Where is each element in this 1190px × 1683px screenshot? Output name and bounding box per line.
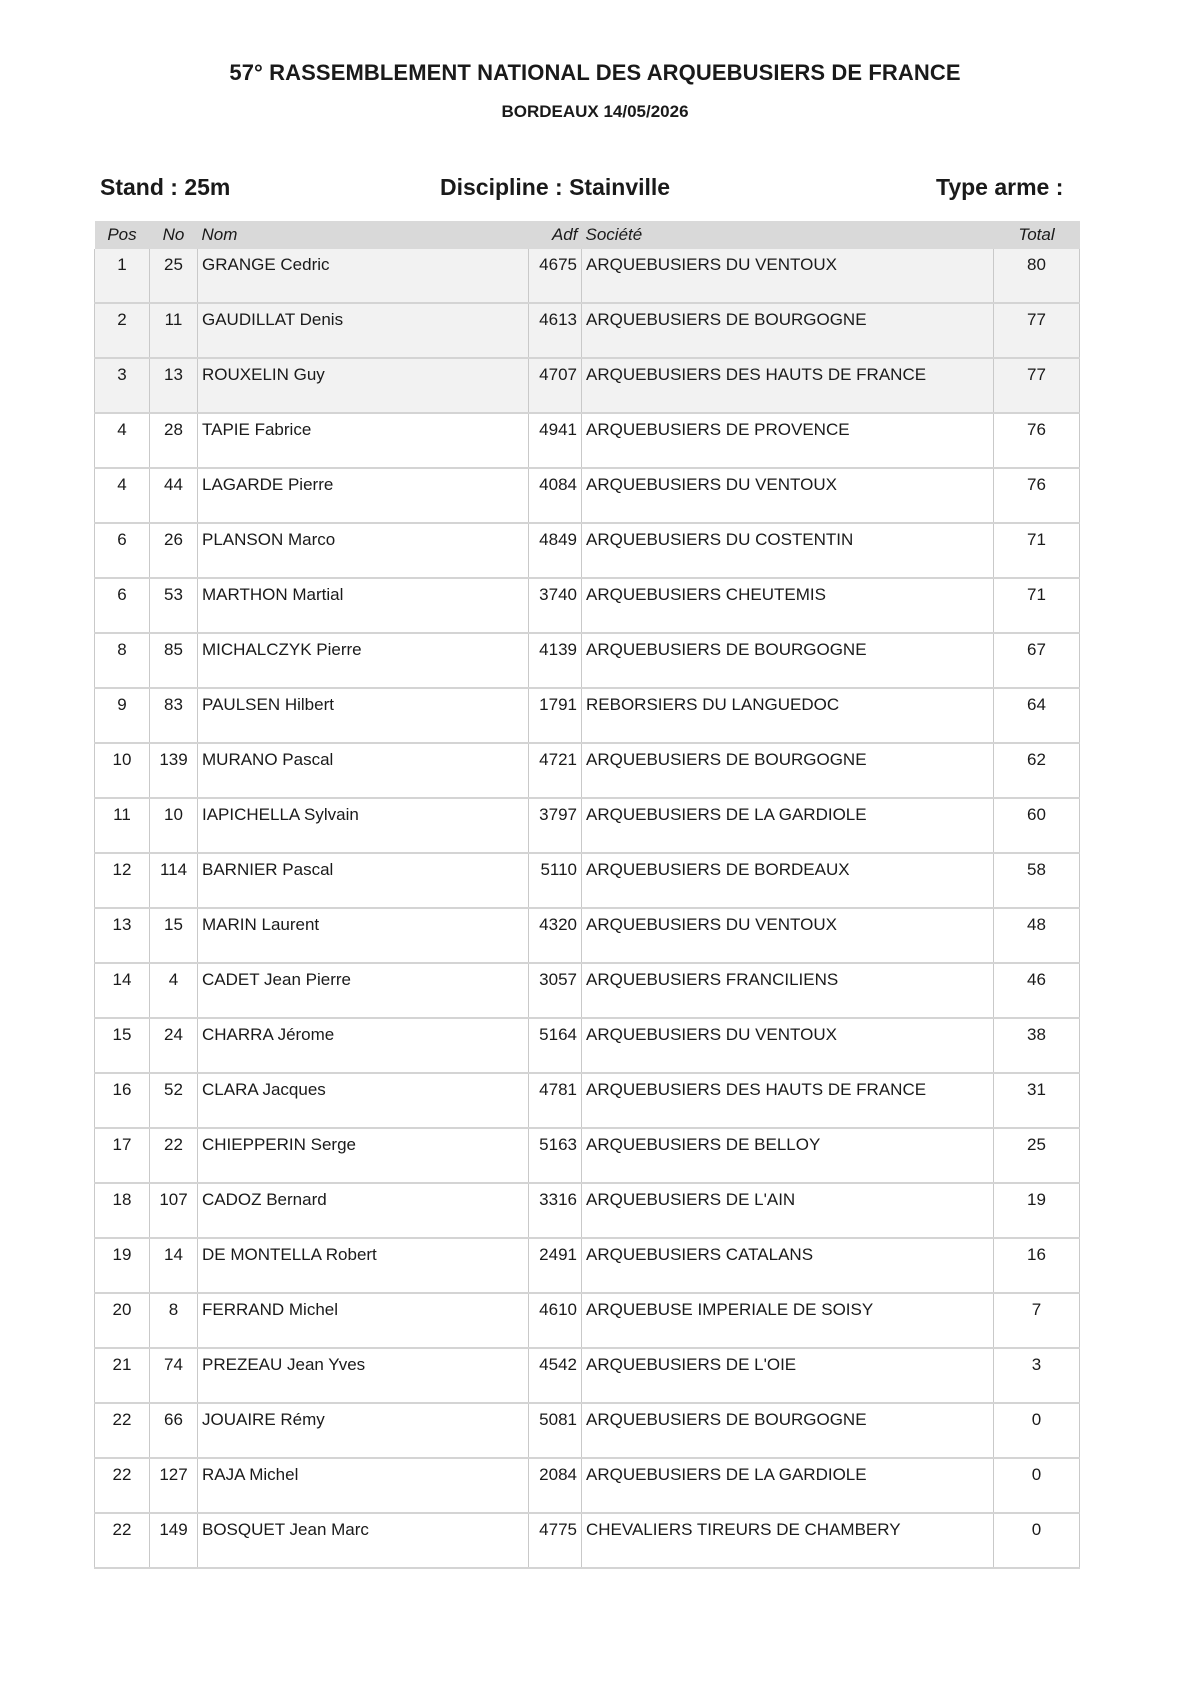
table-row [95, 523, 1080, 578]
cell-nom: RAJA Michel [198, 1458, 529, 1513]
cell-total: 7 [994, 1293, 1080, 1348]
cell-pos: 12 [95, 853, 150, 908]
cell-adf: 4707 [529, 358, 582, 413]
column-header-societe: Société [582, 221, 994, 249]
table-row [95, 413, 1080, 468]
cell-no: 22 [150, 1128, 198, 1183]
table-row [95, 1073, 1080, 1128]
cell-total: 31 [994, 1073, 1080, 1128]
cell-nom: CHARRA Jérome [198, 1018, 529, 1073]
table-row [95, 303, 1080, 358]
cell-societe: ARQUEBUSE IMPERIALE DE SOISY [582, 1293, 994, 1348]
cell-no: 44 [150, 468, 198, 523]
cell-adf: 3057 [529, 963, 582, 1018]
cell-societe: ARQUEBUSIERS DE BOURGOGNE [582, 303, 994, 358]
cell-adf: 4721 [529, 743, 582, 798]
table-row [95, 743, 1080, 798]
table-row [95, 633, 1080, 688]
event-location-date: BORDEAUX 14/05/2026 [501, 102, 689, 121]
cell-no: 83 [150, 688, 198, 743]
table-row [95, 468, 1080, 523]
cell-pos: 3 [95, 358, 150, 413]
cell-total: 38 [994, 1018, 1080, 1073]
cell-societe: ARQUEBUSIERS DE PROVENCE [582, 413, 994, 468]
cell-societe: ARQUEBUSIERS DU VENTOUX [582, 249, 994, 303]
cell-pos: 20 [95, 1293, 150, 1348]
cell-total: 48 [994, 908, 1080, 963]
cell-total: 0 [994, 1513, 1080, 1568]
cell-societe: ARQUEBUSIERS DE LA GARDIOLE [582, 1458, 994, 1513]
cell-adf: 4675 [529, 249, 582, 303]
table-row [95, 798, 1080, 853]
cell-societe: ARQUEBUSIERS DE BOURGOGNE [582, 633, 994, 688]
cell-total: 64 [994, 688, 1080, 743]
cell-no: 127 [150, 1458, 198, 1513]
cell-societe: ARQUEBUSIERS DU VENTOUX [582, 908, 994, 963]
cell-total: 19 [994, 1183, 1080, 1238]
cell-total: 46 [994, 963, 1080, 1018]
table-row [95, 358, 1080, 413]
table-row [95, 249, 1080, 303]
cell-societe: ARQUEBUSIERS DE BOURGOGNE [582, 743, 994, 798]
cell-nom: MURANO Pascal [198, 743, 529, 798]
cell-societe: ARQUEBUSIERS FRANCILIENS [582, 963, 994, 1018]
cell-no: 85 [150, 633, 198, 688]
cell-total: 60 [994, 798, 1080, 853]
cell-nom: PREZEAU Jean Yves [198, 1348, 529, 1403]
cell-nom: FERRAND Michel [198, 1293, 529, 1348]
cell-total: 67 [994, 633, 1080, 688]
cell-pos: 21 [95, 1348, 150, 1403]
cell-societe: ARQUEBUSIERS DES HAUTS DE FRANCE [582, 358, 994, 413]
cell-adf: 2084 [529, 1458, 582, 1513]
cell-no: 24 [150, 1018, 198, 1073]
cell-adf: 5081 [529, 1403, 582, 1458]
cell-societe: CHEVALIERS TIREURS DE CHAMBERY [582, 1513, 994, 1568]
cell-pos: 10 [95, 743, 150, 798]
cell-total: 76 [994, 413, 1080, 468]
cell-no: 149 [150, 1513, 198, 1568]
table-row [95, 1183, 1080, 1238]
cell-nom: LAGARDE Pierre [198, 468, 529, 523]
cell-pos: 19 [95, 1238, 150, 1293]
cell-nom: CADET Jean Pierre [198, 963, 529, 1018]
cell-adf: 4941 [529, 413, 582, 468]
cell-no: 74 [150, 1348, 198, 1403]
cell-societe: ARQUEBUSIERS DE BORDEAUX [582, 853, 994, 908]
weapon-type-label: Type arme : [936, 174, 1064, 200]
cell-no: 52 [150, 1073, 198, 1128]
column-header-nom: Nom [198, 221, 529, 249]
cell-total: 71 [994, 523, 1080, 578]
stand-label: Stand : 25m [100, 174, 231, 200]
cell-total: 71 [994, 578, 1080, 633]
cell-nom: IAPICHELLA Sylvain [198, 798, 529, 853]
cell-pos: 16 [95, 1073, 150, 1128]
cell-adf: 3797 [529, 798, 582, 853]
cell-pos: 9 [95, 688, 150, 743]
cell-pos: 2 [95, 303, 150, 358]
cell-adf: 4139 [529, 633, 582, 688]
cell-pos: 22 [95, 1458, 150, 1513]
cell-no: 13 [150, 358, 198, 413]
cell-pos: 4 [95, 468, 150, 523]
cell-adf: 4320 [529, 908, 582, 963]
cell-nom: BOSQUET Jean Marc [198, 1513, 529, 1568]
table-row [95, 908, 1080, 963]
table-row [95, 1238, 1080, 1293]
table-row [95, 1293, 1080, 1348]
cell-total: 16 [994, 1238, 1080, 1293]
table-row [95, 1348, 1080, 1403]
cell-no: 66 [150, 1403, 198, 1458]
cell-pos: 11 [95, 798, 150, 853]
cell-no: 8 [150, 1293, 198, 1348]
cell-pos: 22 [95, 1403, 150, 1458]
cell-pos: 14 [95, 963, 150, 1018]
cell-pos: 15 [95, 1018, 150, 1073]
table-row [95, 1128, 1080, 1183]
cell-nom: GRANGE Cedric [198, 249, 529, 303]
cell-no: 10 [150, 798, 198, 853]
results-table [94, 221, 1080, 1569]
cell-nom: GAUDILLAT Denis [198, 303, 529, 358]
cell-pos: 8 [95, 633, 150, 688]
cell-societe: ARQUEBUSIERS DE LA GARDIOLE [582, 798, 994, 853]
cell-nom: MICHALCZYK Pierre [198, 633, 529, 688]
discipline-label: Discipline : Stainville [440, 174, 671, 200]
cell-adf: 5164 [529, 1018, 582, 1073]
cell-total: 77 [994, 303, 1080, 358]
cell-total: 76 [994, 468, 1080, 523]
table-row [95, 1458, 1080, 1513]
cell-nom: CADOZ Bernard [198, 1183, 529, 1238]
cell-adf: 4775 [529, 1513, 582, 1568]
cell-societe: ARQUEBUSIERS DE BELLOY [582, 1128, 994, 1183]
results-table-container [94, 221, 1078, 1569]
cell-societe: ARQUEBUSIERS DE L'AIN [582, 1183, 994, 1238]
cell-pos: 22 [95, 1513, 150, 1568]
cell-societe: ARQUEBUSIERS DE BOURGOGNE [582, 1403, 994, 1458]
cell-pos: 17 [95, 1128, 150, 1183]
cell-nom: BARNIER Pascal [198, 853, 529, 908]
cell-nom: TAPIE Fabrice [198, 413, 529, 468]
cell-adf: 3316 [529, 1183, 582, 1238]
cell-total: 62 [994, 743, 1080, 798]
cell-nom: JOUAIRE Rémy [198, 1403, 529, 1458]
cell-total: 0 [994, 1458, 1080, 1513]
cell-no: 107 [150, 1183, 198, 1238]
cell-no: 11 [150, 303, 198, 358]
cell-no: 53 [150, 578, 198, 633]
cell-pos: 6 [95, 523, 150, 578]
cell-societe: ARQUEBUSIERS DE L'OIE [582, 1348, 994, 1403]
cell-nom: DE MONTELLA Robert [198, 1238, 529, 1293]
cell-no: 26 [150, 523, 198, 578]
cell-nom: PLANSON Marco [198, 523, 529, 578]
cell-no: 15 [150, 908, 198, 963]
cell-total: 0 [994, 1403, 1080, 1458]
cell-total: 58 [994, 853, 1080, 908]
results-table-body [95, 249, 1080, 1568]
cell-no: 139 [150, 743, 198, 798]
cell-adf: 4084 [529, 468, 582, 523]
cell-no: 14 [150, 1238, 198, 1293]
cell-no: 28 [150, 413, 198, 468]
cell-pos: 4 [95, 413, 150, 468]
cell-total: 25 [994, 1128, 1080, 1183]
cell-nom: CLARA Jacques [198, 1073, 529, 1128]
cell-nom: PAULSEN Hilbert [198, 688, 529, 743]
table-row [95, 688, 1080, 743]
document-title: 57° RASSEMBLEMENT NATIONAL DES ARQUEBUSIERS DE FRANCE [229, 60, 961, 85]
cell-societe: ARQUEBUSIERS DU COSTENTIN [582, 523, 994, 578]
cell-nom: ROUXELIN Guy [198, 358, 529, 413]
cell-no: 114 [150, 853, 198, 908]
table-row [95, 578, 1080, 633]
cell-nom: MARIN Laurent [198, 908, 529, 963]
cell-pos: 13 [95, 908, 150, 963]
cell-pos: 1 [95, 249, 150, 303]
cell-pos: 18 [95, 1183, 150, 1238]
cell-no: 4 [150, 963, 198, 1018]
cell-total: 3 [994, 1348, 1080, 1403]
cell-societe: ARQUEBUSIERS CATALANS [582, 1238, 994, 1293]
cell-adf: 4610 [529, 1293, 582, 1348]
cell-adf: 1791 [529, 688, 582, 743]
table-row [95, 963, 1080, 1018]
column-header-pos: Pos [95, 221, 150, 249]
cell-adf: 5110 [529, 853, 582, 908]
cell-societe: REBORSIERS DU LANGUEDOC [582, 688, 994, 743]
column-header-no: No [150, 221, 198, 249]
table-row [95, 853, 1080, 908]
table-row [95, 1513, 1080, 1568]
cell-societe: ARQUEBUSIERS DU VENTOUX [582, 468, 994, 523]
table-row [95, 1018, 1080, 1073]
cell-pos: 6 [95, 578, 150, 633]
cell-total: 77 [994, 358, 1080, 413]
cell-total: 80 [994, 249, 1080, 303]
cell-societe: ARQUEBUSIERS DES HAUTS DE FRANCE [582, 1073, 994, 1128]
cell-societe: ARQUEBUSIERS CHEUTEMIS [582, 578, 994, 633]
cell-adf: 4781 [529, 1073, 582, 1128]
table-row [95, 1403, 1080, 1458]
column-header-adf: Adf [529, 221, 582, 249]
cell-adf: 4613 [529, 303, 582, 358]
cell-adf: 4849 [529, 523, 582, 578]
cell-no: 25 [150, 249, 198, 303]
column-header-total: Total [994, 221, 1080, 249]
cell-adf: 4542 [529, 1348, 582, 1403]
cell-nom: CHIEPPERIN Serge [198, 1128, 529, 1183]
cell-adf: 5163 [529, 1128, 582, 1183]
cell-adf: 3740 [529, 578, 582, 633]
cell-adf: 2491 [529, 1238, 582, 1293]
cell-nom: MARTHON Martial [198, 578, 529, 633]
cell-societe: ARQUEBUSIERS DU VENTOUX [582, 1018, 994, 1073]
table-header-row [95, 221, 1080, 249]
